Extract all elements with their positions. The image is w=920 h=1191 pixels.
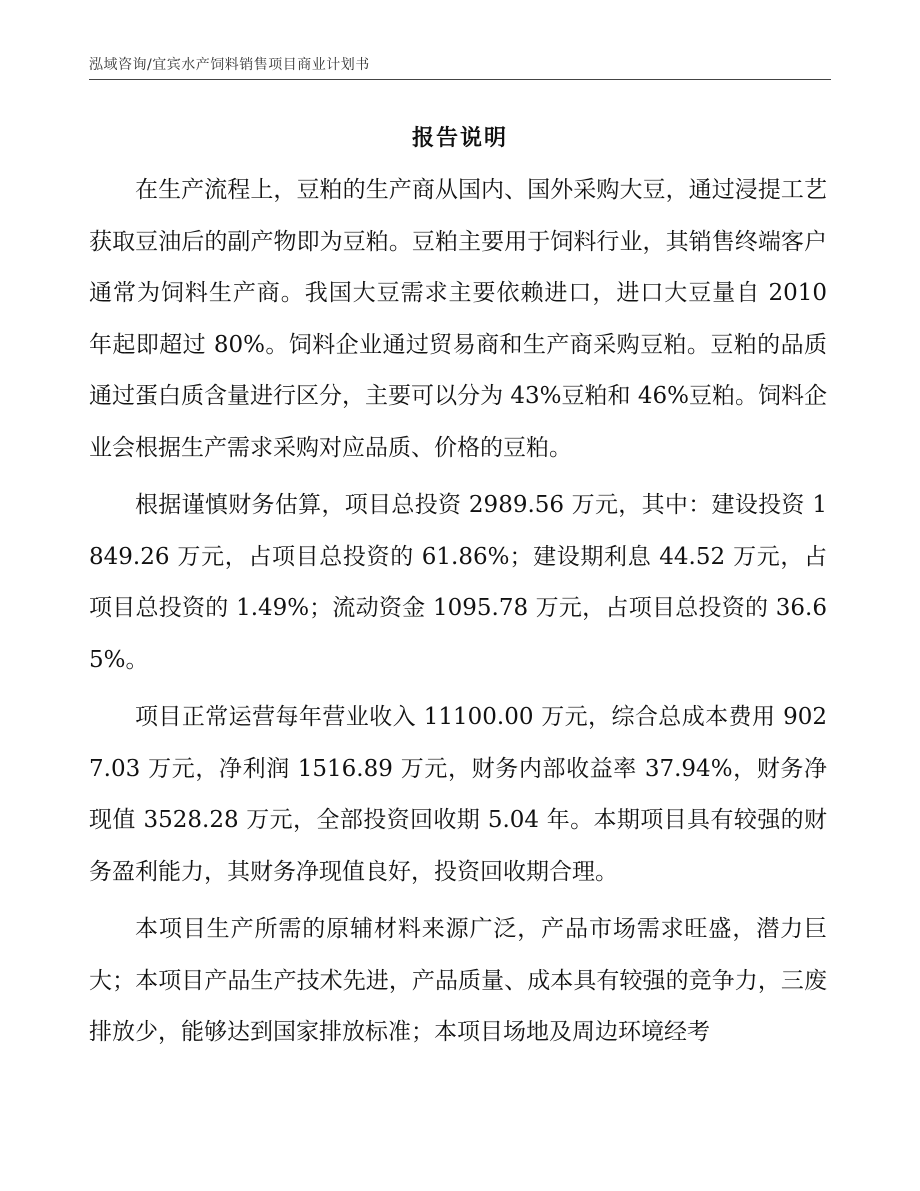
header-divider bbox=[89, 79, 831, 80]
page-header-breadcrumb: 泓域咨询/宜宾水产饲料销售项目商业计划书 bbox=[89, 57, 370, 73]
page-title: 报告说明 bbox=[411, 125, 508, 151]
paragraph-feasibility: 本项目生产所需的原辅材料来源广泛，产品市场需求旺盛，潜力巨大；本项目产品生产技术先进，产品质量、成本具有较强的竞争力，三废排放少，能够达到国家排放标准；本项目场地及周边环境经考 bbox=[89, 916, 827, 1045]
paragraph-investment: 根据谨慎财务估算，项目总投资 2989.56 万元，其中：建设投资 1849.26 万元，占项目总投资的 61.86%；建设期利息 44.52 万元，占项目总投资的 1.49%；流动资金 1095.78 万元，占项目总投资的 36.65%。 bbox=[89, 492, 827, 673]
paragraph-financials: 项目正常运营每年营业收入 11100.00 万元，综合总成本费用 9027.03 万元，净利润 1516.89 万元，财务内部收益率 37.94%，财务净现值 3528.28 万元，全部投资回收期 5.04 年。本期项目具有较强的财务盈利能力，其财务净现值良好，投资回收期合理。 bbox=[89, 704, 827, 885]
paragraph-soybean-meal: 在生产流程上，豆粕的生产商从国内、国外采购大豆，通过浸提工艺获取豆油后的副产物即为豆粕。豆粕主要用于饲料行业，其销售终端客户通常为饲料生产商。我国大豆需求主要依赖进口，进口大豆量自 2010 年起即超过 80%。饲料企业通过贸易商和生产商采购豆粕。豆粕的品质通过蛋白质含量进行区分，主要可以分为 43%豆粕和 46%豆粕。饲料企业会根据生产需求采购对应品质、价格的豆粕。 bbox=[89, 177, 827, 461]
document-body bbox=[89, 165, 827, 1065]
